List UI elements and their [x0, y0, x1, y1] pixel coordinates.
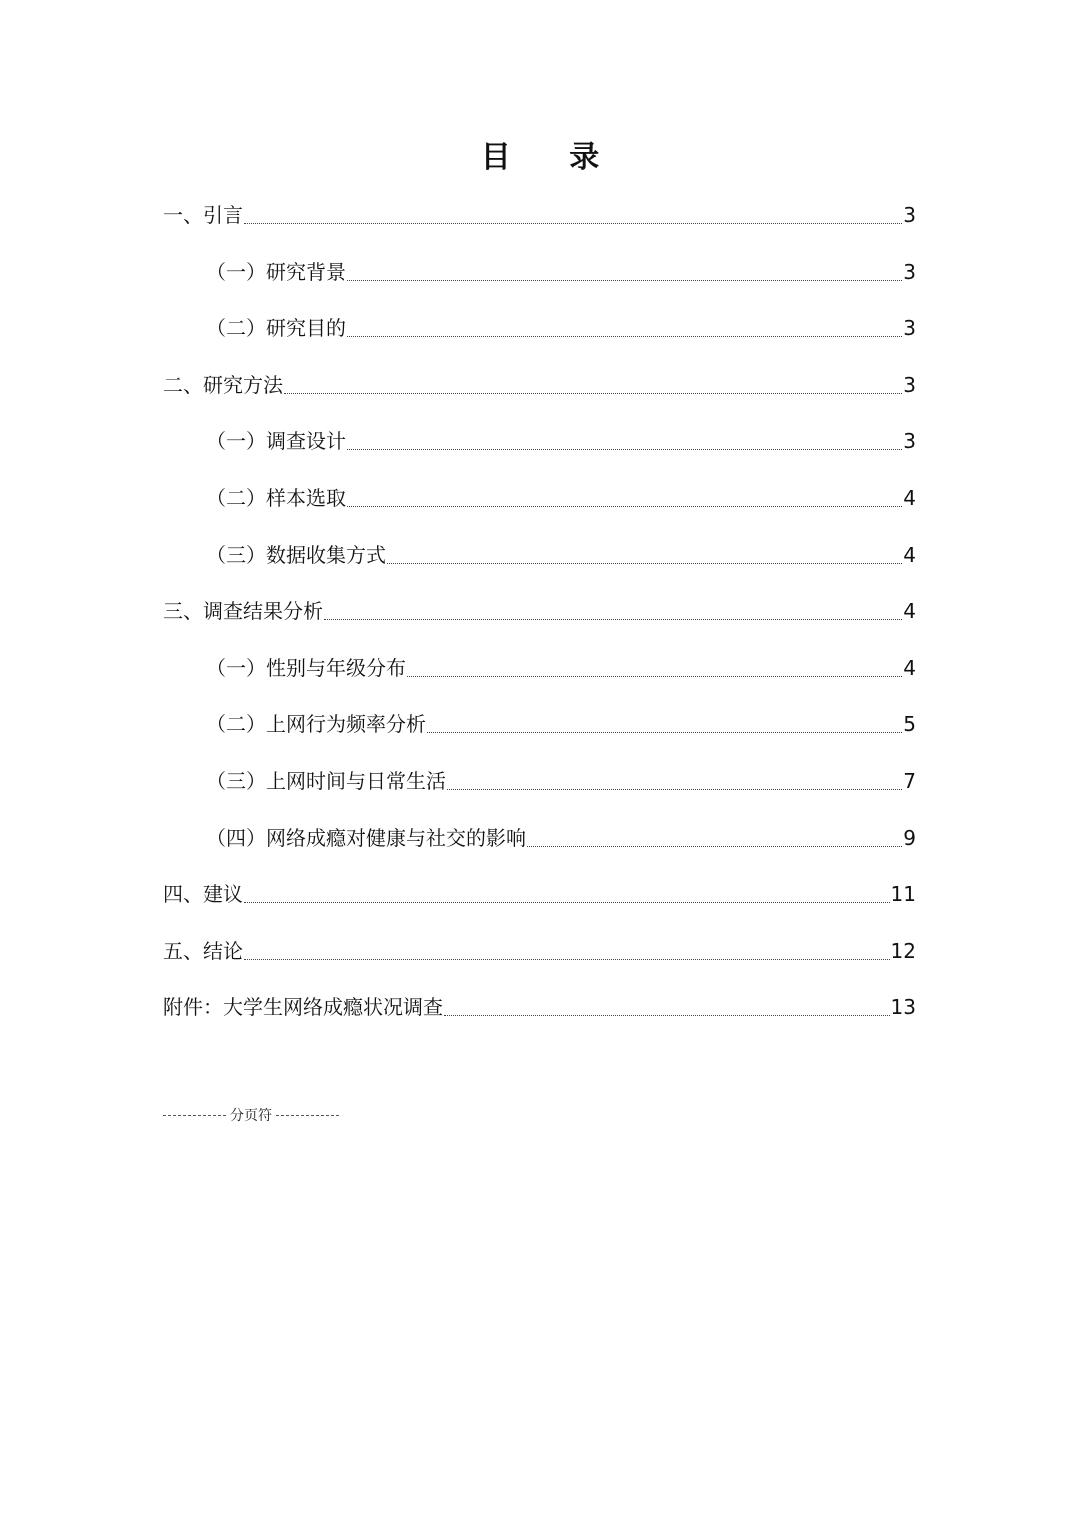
toc-entry[interactable]	[163, 197, 916, 254]
toc-entry-page: 4	[903, 599, 916, 624]
toc-list	[163, 197, 916, 1046]
toc-entry-label: （二）研究目的	[206, 316, 346, 341]
page-break-label: 分页符	[230, 1107, 272, 1124]
toc-entry-page: 4	[903, 542, 916, 567]
toc-entry-page: 3	[903, 259, 916, 284]
toc-entry-page: 12	[890, 938, 916, 963]
toc-entry-page: 3	[903, 203, 916, 227]
page-break-marker	[163, 1104, 339, 1127]
page-break-dashes-left	[163, 1104, 226, 1116]
toc-entry-label: 三、调查结果分析	[163, 599, 323, 624]
toc-leader-dots	[407, 650, 902, 677]
toc-leader-dots	[347, 254, 902, 281]
toc-entry-page: 5	[903, 712, 916, 737]
toc-entry[interactable]	[163, 706, 916, 763]
toc-entry-label: （一）调查设计	[206, 429, 346, 454]
toc-entry[interactable]	[163, 820, 916, 877]
toc-leader-dots	[244, 933, 890, 960]
toc-leader-dots	[347, 310, 902, 337]
toc-entry-page: 3	[903, 372, 916, 397]
toc-leader-dots	[387, 537, 902, 564]
toc-entry-page: 7	[903, 768, 916, 793]
toc-entry-label: （三）上网时间与日常生活	[206, 768, 446, 793]
toc-leader-dots	[284, 367, 902, 394]
toc-entry[interactable]	[163, 876, 916, 933]
toc-entry-page: 3	[903, 429, 916, 454]
toc-entry-label: （四）网络成瘾对健康与社交的影响	[206, 825, 526, 850]
page-break-dashes-right	[276, 1104, 339, 1116]
toc-entry[interactable]	[163, 763, 916, 820]
toc-entry-label: 附件：大学生网络成瘾状况调查	[163, 995, 443, 1020]
toc-entry-label: 二、研究方法	[163, 372, 283, 397]
toc-entry-label: 五、结论	[163, 938, 243, 963]
toc-entry[interactable]	[163, 423, 916, 480]
toc-entry[interactable]	[163, 310, 916, 367]
toc-leader-dots	[447, 763, 902, 790]
toc-leader-dots	[347, 423, 902, 450]
toc-entry-page: 4	[903, 485, 916, 510]
toc-entry-label: （一）研究背景	[206, 259, 346, 284]
toc-entry-page: 9	[903, 825, 916, 850]
toc-entry[interactable]	[163, 593, 916, 650]
toc-leader-dots	[527, 820, 902, 847]
toc-entry-page: 4	[903, 655, 916, 680]
toc-entry[interactable]	[163, 989, 916, 1046]
toc-entry[interactable]	[163, 367, 916, 424]
toc-leader-dots	[244, 197, 902, 224]
toc-leader-dots	[427, 706, 902, 733]
toc-leader-dots	[324, 593, 902, 620]
toc-leader-dots	[244, 876, 890, 903]
toc-entry-label: （二）上网行为频率分析	[206, 712, 426, 737]
toc-entry-label: （一）性别与年级分布	[206, 655, 406, 680]
toc-entry[interactable]	[163, 254, 916, 311]
toc-entry-page: 3	[903, 316, 916, 341]
toc-entry-label: （三）数据收集方式	[206, 542, 386, 567]
toc-title: 目 录	[480, 140, 624, 175]
toc-entry[interactable]	[163, 650, 916, 707]
toc-entry[interactable]	[163, 537, 916, 594]
toc-entry[interactable]	[163, 480, 916, 537]
toc-entry-page: 11	[890, 882, 916, 907]
toc-leader-dots	[444, 989, 890, 1016]
toc-leader-dots	[347, 480, 902, 507]
toc-entry-label: 四、建议	[163, 882, 243, 907]
toc-entry-page: 13	[890, 995, 916, 1020]
toc-entry-label: 一、引言	[163, 203, 243, 227]
toc-entry[interactable]	[163, 933, 916, 990]
toc-entry-label: （二）样本选取	[206, 485, 346, 510]
